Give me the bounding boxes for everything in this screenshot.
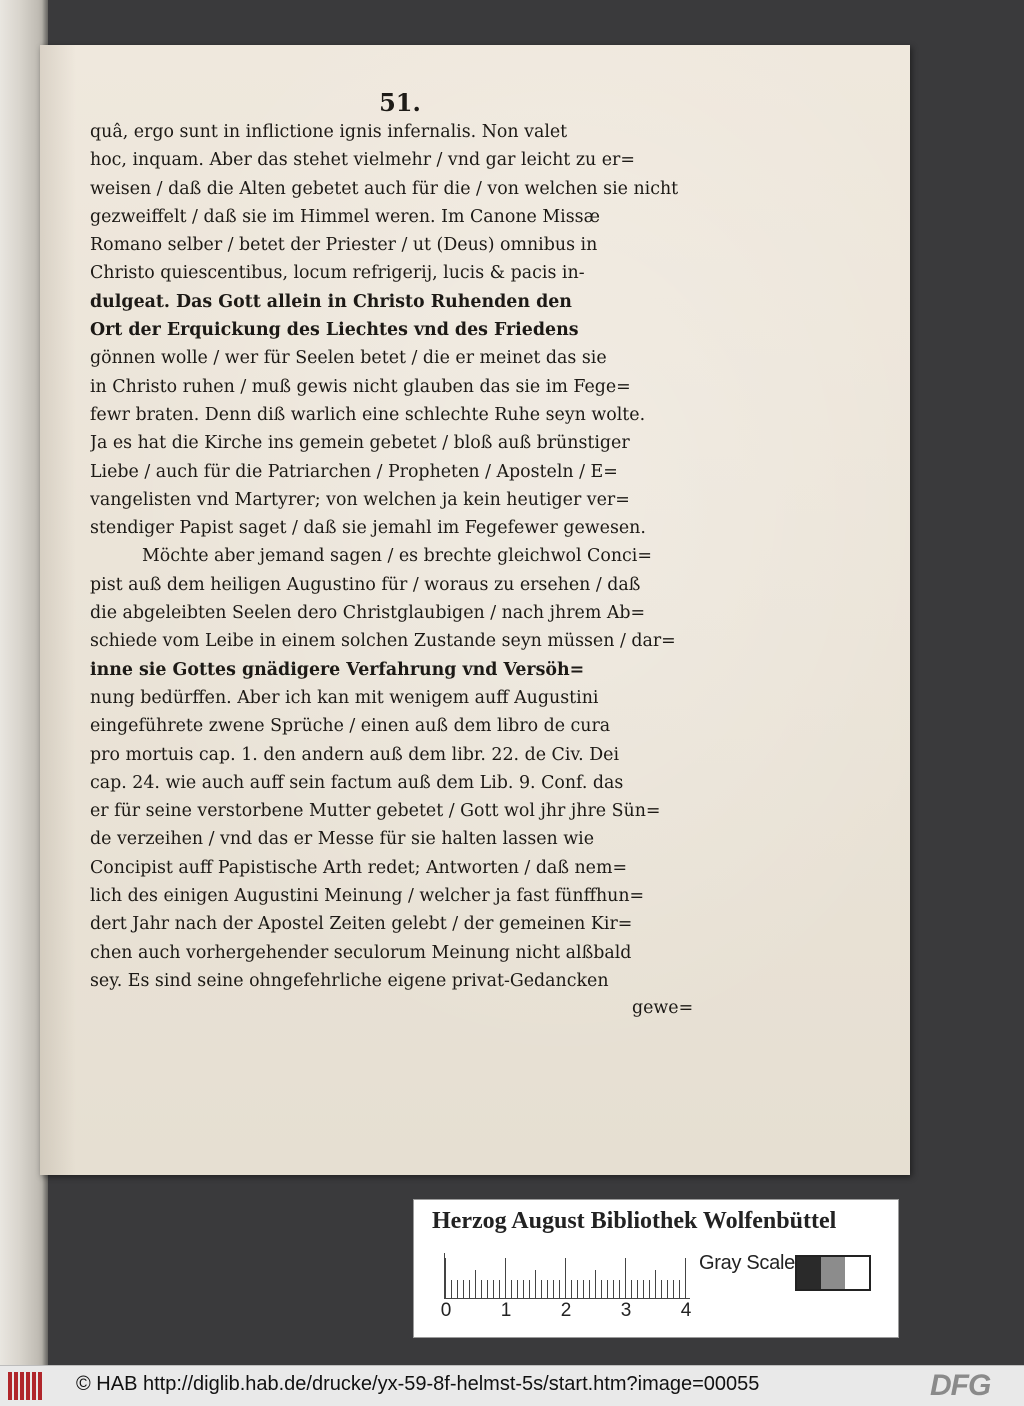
centimeter-ruler (444, 1253, 690, 1299)
gray-swatch-patch (821, 1257, 845, 1289)
text-line: quâ, ergo sunt in inflictione ignis infernalis. Non valet (90, 122, 568, 142)
text-line: Liebe / auch für die Patriarchen / Propheten / Aposteln / E= (90, 461, 618, 482)
ruler-tick (529, 1280, 530, 1298)
ruler-tick (487, 1280, 488, 1298)
text-line: de verzeihen / vnd das er Messe für sie halten lassen wie (90, 829, 595, 850)
footer-url[interactable]: © HAB http://diglib.hab.de/drucke/yx-59-8f-helmst-5s/start.htm?image=00055 (76, 1373, 760, 1395)
ruler-tick (637, 1280, 638, 1298)
footer-bar (0, 1365, 1024, 1406)
body-text (90, 118, 710, 995)
ruler-tick (667, 1280, 668, 1298)
ruler-tick (679, 1280, 680, 1298)
ruler-tick (649, 1280, 650, 1298)
ruler-tick (565, 1258, 566, 1298)
text-line: dulgeat. Das Gott allein in Christo Ruhenden den (90, 291, 572, 312)
scale-card (413, 1199, 899, 1338)
ruler-tick (481, 1280, 482, 1298)
ruler-tick (553, 1280, 554, 1298)
text-line: Romano selber / betet der Priester / ut (Deus) omnibus in (90, 235, 598, 256)
ruler-tick (655, 1270, 656, 1298)
text-line: Möchte aber jemand sagen / es brechte gleichwol Conci= (142, 546, 652, 567)
ruler-tick (685, 1258, 686, 1298)
text-line: schiede vom Leibe in einem solchen Zustande seyn müssen / dar= (90, 631, 676, 652)
ruler-tick (577, 1280, 578, 1298)
text-line: fewr braten. Denn diß warlich eine schlechte Ruhe seyn wolte. (90, 404, 646, 425)
gray-scale-swatch (795, 1255, 871, 1291)
text-line: stendiger Papist saget / daß sie jemahl im Fegefewer gewesen. (90, 518, 646, 539)
text-line: inne sie Gottes gnädigere Verfahrung vnd Versöh= (90, 659, 585, 680)
ruler-tick (499, 1280, 500, 1298)
text-line: Concipist auff Papistische Arth redet; Antworten / daß nem= (90, 857, 628, 878)
gray-swatch-patch (797, 1257, 821, 1289)
ruler-tick (673, 1280, 674, 1298)
ruler-tick (595, 1270, 596, 1298)
hab-barcode-icon (8, 1372, 46, 1400)
ruler-label: 2 (560, 1300, 572, 1321)
text-line: weisen / daß die Alten gebetet auch für die / von welchen sie nicht (90, 178, 679, 199)
ruler-tick (523, 1280, 524, 1298)
ruler-tick (511, 1280, 512, 1298)
ruler-tick (601, 1280, 602, 1298)
text-line: Ort der Erquickung des Liechtes vnd des Friedens (90, 320, 579, 341)
text-line: in Christo ruhen / muß gewis nicht glauben das sie im Fege= (90, 376, 631, 397)
text-line: die abgeleibten Seelen dero Christglaubigen / nach jhrem Ab= (90, 603, 646, 624)
ruler-tick (463, 1280, 464, 1298)
library-name: Herzog August Bibliothek Wolfenbüttel (432, 1208, 837, 1234)
gray-swatch-patch (845, 1257, 869, 1289)
ruler-tick (517, 1280, 518, 1298)
ruler-tick (631, 1280, 632, 1298)
ruler-tick (613, 1280, 614, 1298)
gray-scale-label: Gray Scale (699, 1252, 795, 1274)
ruler-tick (643, 1280, 644, 1298)
ruler-tick (451, 1280, 452, 1298)
ruler-tick (547, 1280, 548, 1298)
ruler-tick (457, 1280, 458, 1298)
ruler-tick (493, 1280, 494, 1298)
text-line: Christo quiescentibus, locum refrigerij, lucis & pacis in- (90, 263, 585, 284)
ruler-tick (505, 1258, 506, 1298)
text-line: vangelisten vnd Martyrer; von welchen ja kein heutiger ver= (90, 489, 630, 510)
ruler-tick (571, 1280, 572, 1298)
ruler-label: 3 (620, 1300, 632, 1321)
text-line: Ja es hat die Kirche ins gemein gebetet / bloß auß brünstiger (90, 433, 630, 454)
ruler-tick (559, 1280, 560, 1298)
text-line: dert Jahr nach der Apostel Zeiten gelebt / der gemeinen Kir= (90, 914, 633, 935)
ruler-tick (541, 1280, 542, 1298)
ruler-tick (661, 1280, 662, 1298)
page-number: 51. (379, 88, 421, 117)
ruler-tick (619, 1280, 620, 1298)
text-line: cap. 24. wie auch auff sein factum auß dem Lib. 9. Conf. das (90, 772, 624, 793)
text-line: gönnen wolle / wer für Seelen betet / die er meinet das sie (90, 348, 607, 369)
ruler-label: 4 (680, 1300, 692, 1321)
ruler-label: 1 (500, 1300, 512, 1321)
text-line: sey. Es sind seine ohngefehrliche eigene privat-Gedancken (90, 970, 609, 991)
ruler-label: 0 (440, 1300, 452, 1321)
text-line: pist auß dem heiligen Augustino für / woraus zu ersehen / daß (90, 574, 641, 595)
ruler-tick (583, 1280, 584, 1298)
text-line: chen auch vorhergehender seculorum Meinung nicht alßbald (90, 942, 632, 963)
ruler-tick (445, 1258, 446, 1298)
catchword: gewe= (632, 998, 694, 1018)
text-line: gezweiffelt / daß sie im Himmel weren. Im Canone Missæ (90, 206, 600, 227)
dfg-logo: DFG (930, 1369, 991, 1402)
text-line: hoc, inquam. Aber das stehet vielmehr / vnd gar leicht zu er= (90, 150, 635, 171)
ruler-tick (589, 1280, 590, 1298)
text-line: er für seine verstorbene Mutter gebetet / Gott wol jhr jhre Sün= (90, 801, 661, 822)
text-line: pro mortuis cap. 1. den andern auß dem libr. 22. de Civ. Dei (90, 744, 620, 765)
ruler-tick (535, 1270, 536, 1298)
ruler-tick (607, 1280, 608, 1298)
ruler-tick (469, 1280, 470, 1298)
text-line: nung bedürffen. Aber ich kan mit wenigem auff Augustini (90, 687, 599, 708)
text-line: lich des einigen Augustini Meinung / welcher ja fast fünffhun= (90, 886, 645, 907)
ruler-tick (475, 1270, 476, 1298)
ruler-tick (625, 1258, 626, 1298)
text-line: eingeführete zwene Sprüche / einen auß dem libro de cura (90, 716, 611, 737)
